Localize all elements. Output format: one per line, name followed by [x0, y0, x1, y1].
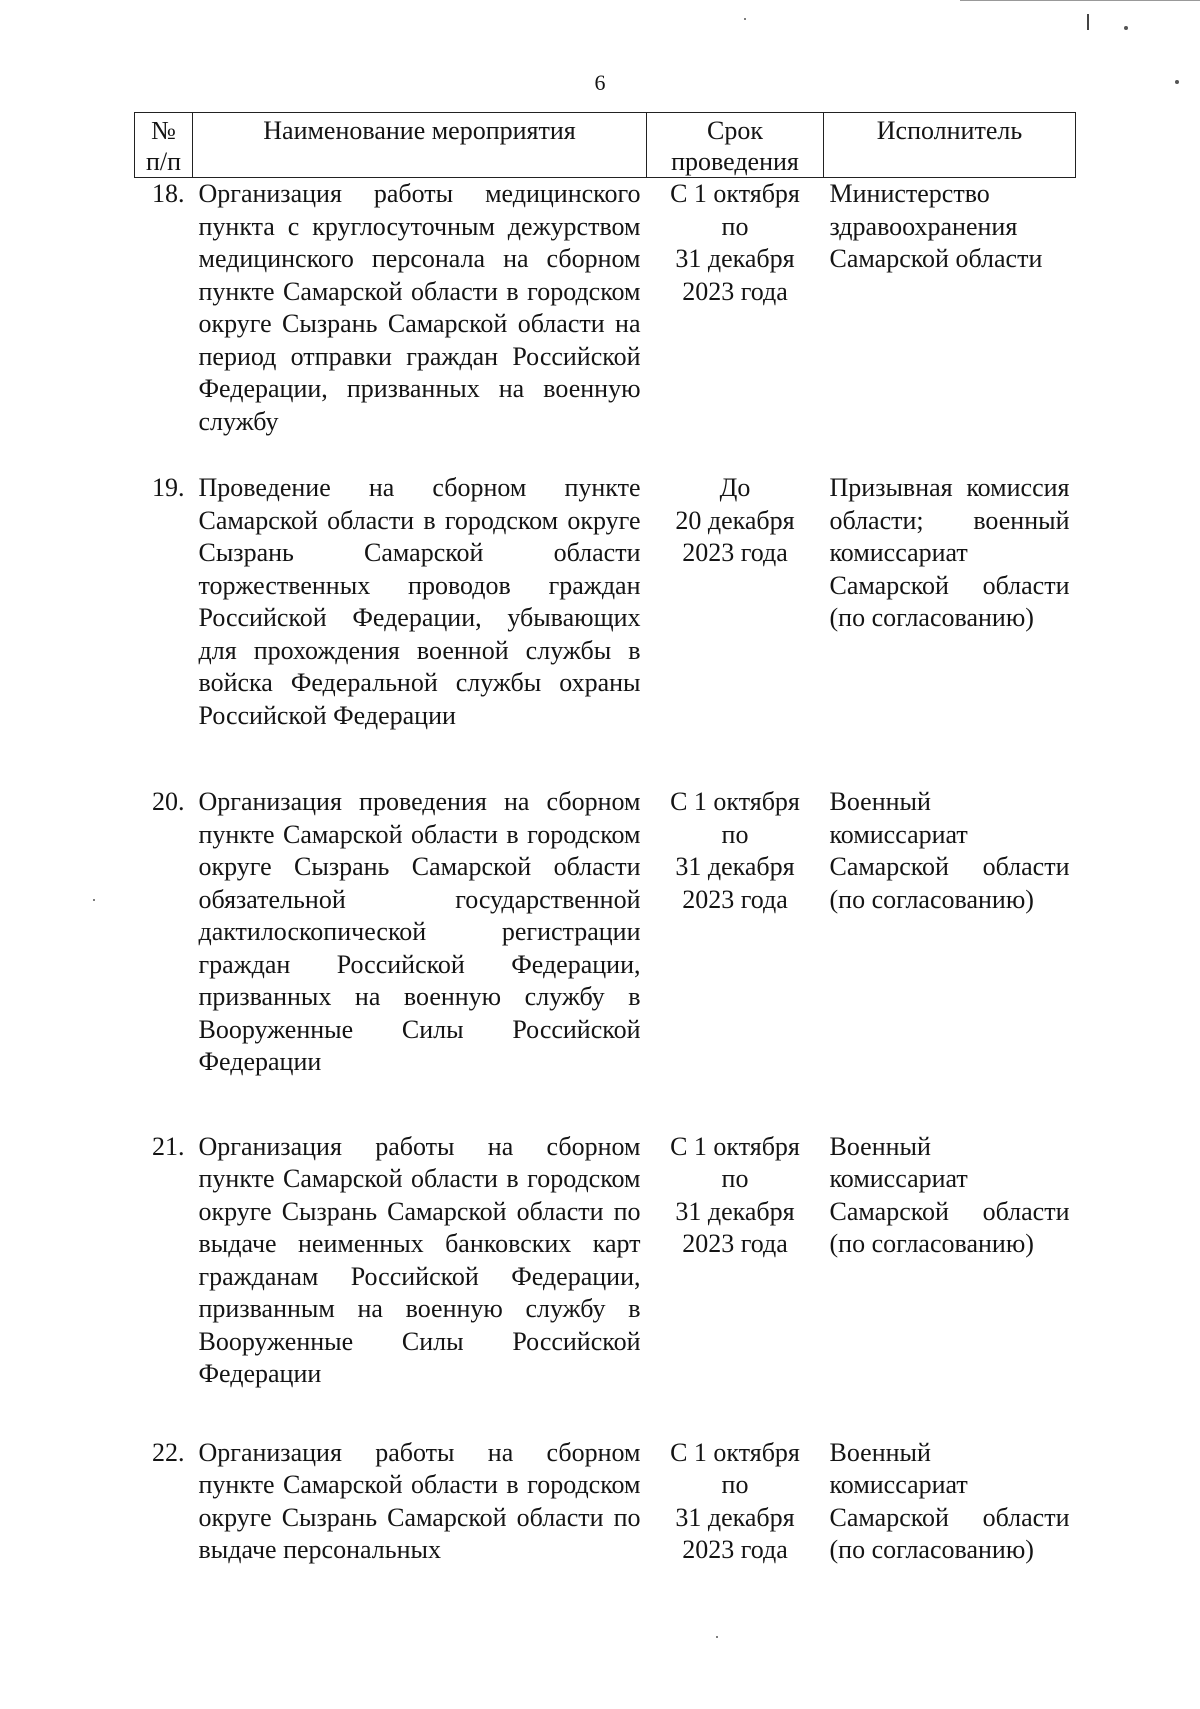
- row-number: 18.: [152, 179, 185, 208]
- table-row: [135, 786, 1076, 1131]
- scan-speck: [1124, 26, 1128, 30]
- row-term: [647, 1437, 824, 1567]
- row-event-name: Организация работы на сборном пункте Самарской области в городском округе Сызрань Самарской области по выдаче персональных: [198, 1437, 641, 1564]
- row-term-line: по: [721, 211, 749, 241]
- row-event-name: Проведение на сборном пункте Самарской области в городском округе Сызрань Самарской области торжественных проводов граждан Российской Федерации, убывающих для прохождения военной службы в войска Федеральной службы охраны Российской Федерации: [198, 473, 641, 730]
- row-term-line: по: [721, 1470, 749, 1499]
- row-executor: Военный комиссариат Самарской области (по согласованию): [829, 1437, 1070, 1564]
- scan-speck: [93, 899, 95, 901]
- row-term: [647, 178, 824, 473]
- scan-edge-mark: [960, 0, 1200, 1]
- header-number-line2: п/п: [145, 147, 182, 176]
- row-term-line: 31 декабря: [675, 1502, 795, 1532]
- row-term-line: 2023 года: [682, 884, 788, 914]
- header-event-name: Наименование мероприятия: [193, 113, 647, 178]
- row-term-line: по: [721, 819, 749, 849]
- row-number: 20.: [152, 787, 185, 816]
- row-term-line: С 1 октября: [670, 1437, 800, 1467]
- events-plan-table: [134, 112, 1076, 1567]
- header-term-line2: проведения: [671, 147, 799, 176]
- row-term-line: 2023 года: [682, 1229, 788, 1258]
- table-row: [135, 1131, 1076, 1437]
- row-event-name: Организация работы медицинского пункта с круглосуточным дежурством медицинского персонала на сборном пункте Самарской области в городском округе Сызрань Самарской области на период отправки граждан Российской Федерации, призванных на военную службу: [198, 179, 641, 436]
- row-term: [647, 1131, 824, 1437]
- row-term-line: 31 декабря: [675, 852, 795, 881]
- header-number: [135, 113, 193, 178]
- table-row: [135, 472, 1076, 786]
- row-executor: Призывная комиссия области; военный комиссариат Самарской области (по согласованию): [829, 473, 1070, 632]
- row-term-line: 31 декабря: [675, 244, 795, 273]
- header-executor: Исполнитель: [824, 113, 1076, 178]
- row-term-line: С 1 октября: [670, 1131, 800, 1161]
- row-term-line: 20 декабря: [675, 505, 795, 535]
- scan-speck: [1175, 80, 1179, 84]
- row-term-line: С 1 октября: [670, 787, 800, 816]
- row-term-line: 2023 года: [682, 538, 788, 567]
- row-executor: Министерство здравоохранения Самарской области: [829, 179, 1043, 273]
- header-number-line1: №: [151, 116, 176, 145]
- row-term-line: С 1 октября: [670, 179, 800, 208]
- row-term: [647, 786, 824, 1131]
- row-term: [647, 472, 824, 786]
- scan-edge-mark: [1087, 14, 1089, 30]
- scan-speck: [744, 18, 746, 20]
- scan-speck: [716, 1636, 718, 1638]
- table-row: [135, 1437, 1076, 1567]
- row-executor: Военный комиссариат Самарской области (по согласованию): [829, 787, 1070, 914]
- table-row: [135, 178, 1076, 473]
- row-event-name: Организация проведения на сборном пункте Самарской области в городском округе Сызрань Самарской области обязательной государственной дактилоскопической регистрации граждан Российской Федерации, призванных на военную службу в Вооруженные Силы Российской Федерации: [198, 787, 641, 1076]
- page-number: 6: [594, 70, 606, 95]
- row-number: 19.: [152, 473, 185, 502]
- row-number: 21.: [152, 1131, 185, 1161]
- row-term-line: До: [719, 473, 751, 502]
- header-term: [647, 113, 824, 178]
- table-header-row: [135, 113, 1076, 178]
- row-executor: Военный комиссариат Самарской области (по согласованию): [829, 1131, 1070, 1258]
- row-term-line: по: [721, 1164, 749, 1193]
- row-event-name: Организация работы на сборном пункте Самарской области в городском округе Сызрань Самарской области по выдаче неименных банковских карт гражданам Российской Федерации, призванным на военную службу в Вооруженные Силы Российской Федерации: [198, 1131, 641, 1388]
- row-term-line: 2023 года: [682, 276, 788, 306]
- row-term-line: 31 декабря: [675, 1196, 795, 1226]
- row-number: 22.: [152, 1437, 185, 1467]
- header-term-line1: Срок: [707, 116, 763, 145]
- row-term-line: 2023 года: [682, 1535, 788, 1564]
